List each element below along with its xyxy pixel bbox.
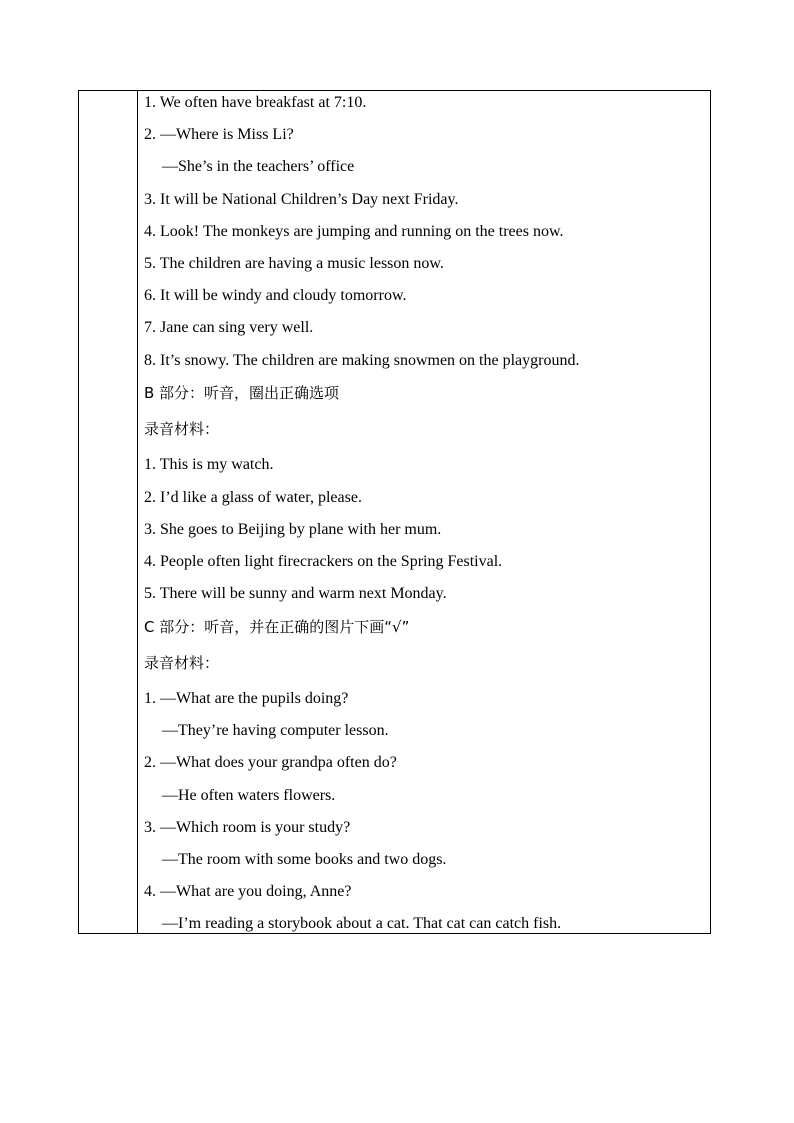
transcript-line: 5. There will be sunny and warm next Monday.: [144, 585, 447, 602]
transcript-line: 4. —What are you doing, Anne?: [144, 883, 352, 900]
transcript-line: 5. The children are having a music lesson now.: [144, 255, 444, 272]
transcript-line: —She’s in the teachers’ office: [162, 158, 355, 175]
section-heading: B 部分：听音，圈出正确选项: [144, 384, 340, 402]
transcript-line: 4. Look! The monkeys are jumping and running on the trees now.: [144, 223, 564, 240]
transcript-line: —He often waters flowers.: [162, 787, 336, 804]
transcript-line: 2. I’d like a glass of water, please.: [144, 489, 362, 506]
right-column: [138, 91, 710, 933]
transcript-line: 6. It will be windy and cloudy tomorrow.: [144, 287, 407, 304]
section-heading: 录音材料：: [144, 420, 220, 438]
transcript-line: 1. —What are the pupils doing?: [144, 690, 349, 707]
transcript-line: 7. Jane can sing very well.: [144, 319, 314, 336]
transcript-line: 2. —Where is Miss Li?: [144, 126, 294, 143]
transcript-line: —The room with some books and two dogs.: [162, 851, 447, 868]
transcript-line: 3. —Which room is your study?: [144, 819, 351, 836]
transcript-line: 4. People often light firecrackers on the Spring Festival.: [144, 553, 503, 570]
transcript-line: 1. We often have breakfast at 7:10.: [144, 94, 367, 111]
transcript-line: 8. It’s snowy. The children are making snowmen on the playground.: [144, 352, 580, 369]
left-column: [79, 91, 138, 933]
content-table: [78, 90, 711, 934]
transcript-line: —I’m reading a storybook about a cat. That cat can catch fish.: [162, 915, 562, 932]
transcript-line: 1. This is my watch.: [144, 456, 274, 473]
transcript-line: 3. She goes to Beijing by plane with her mum.: [144, 521, 442, 538]
section-heading: C 部分：听音，并在正确的图片下画“√”: [144, 618, 410, 636]
transcript-line: —They’re having computer lesson.: [162, 722, 389, 739]
section-heading: 录音材料：: [144, 654, 220, 672]
transcript-line: 3. It will be National Children’s Day next Friday.: [144, 191, 459, 208]
transcript-line: 2. —What does your grandpa often do?: [144, 754, 397, 771]
